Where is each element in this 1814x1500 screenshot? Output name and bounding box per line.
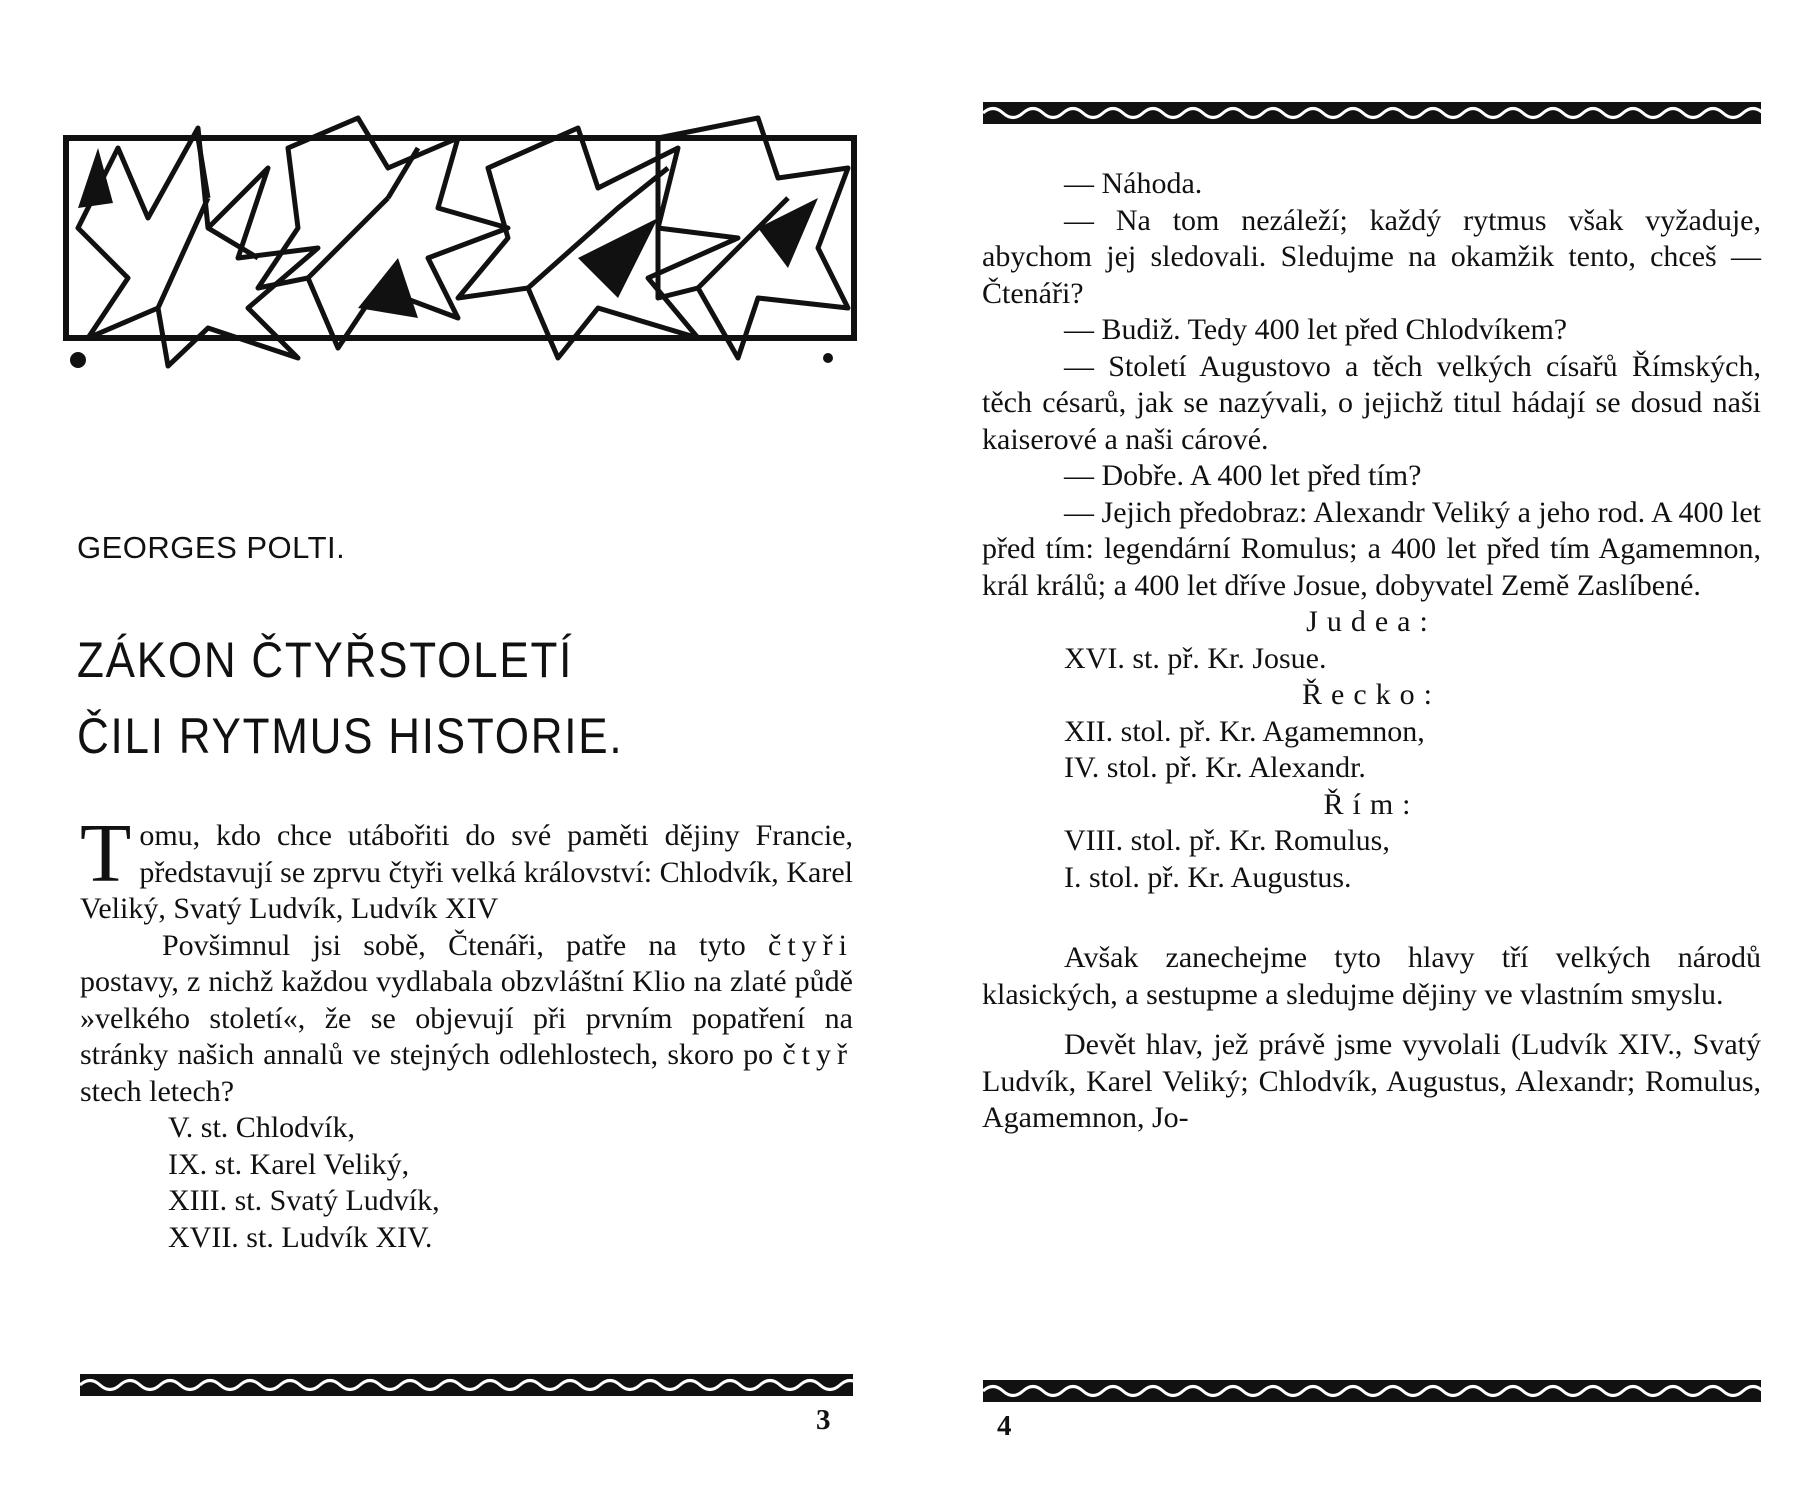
france-kings-list bbox=[80, 1110, 853, 1256]
chapter-title bbox=[77, 622, 623, 774]
chronology-item: VIII. stol. př. Kr. Romulus, bbox=[1064, 824, 1390, 857]
paragraph-question: Povšimnul jsi sobě, Čtenáři, patře na tyto čtyři postavy, z nichž každou vydlabala obzvláštní Klio na zlaté půdě »velkého století«, že se objevují při prvním popatření na stránky našich annalů ve stejných odlehlostech, skoro po čtyř stech letech? bbox=[80, 928, 853, 1108]
leaf-vignette-illustration bbox=[58, 108, 860, 370]
title-line-1: ZÁKON ČTYŘSTOLETÍ bbox=[77, 632, 574, 688]
author-name: GEORGES POLTI. bbox=[77, 530, 346, 565]
paragraph-avsak: Avšak zanechejme tyto hlavy tří velkých národů klasických, a sestupme a sledujme dějiny ve vlastním smyslu. bbox=[982, 941, 1761, 1011]
ornamental-border-bottom bbox=[80, 1374, 853, 1396]
section-heading-recko: Řecko: bbox=[1302, 678, 1441, 711]
dialogue-line: — Budiž. Tedy 400 let před Chlodvíkem? bbox=[1064, 313, 1568, 346]
list-item: XIII. st. Svatý Ludvík, bbox=[168, 1184, 440, 1217]
chronology-item: XVI. st. př. Kr. Josue. bbox=[1064, 641, 1327, 675]
dialogue-line: — Na tom nezáleží; každý rytmus však vyžaduje, abychom jej sledovali. Sledujme na okamžik tento, chceš — Čtenáři? bbox=[982, 203, 1761, 310]
paragraph-devet: Devět hlav, jež právě jsme vyvolali (Ludvík XIV., Svatý Ludvík, Karel Veliký; Chlodvík, Augustus, Alexandr; Romulus, Agamemnon, Jo- bbox=[982, 1028, 1761, 1134]
paragraph-intro: Tomu, kdo chce utábořiti do své paměti dějiny Francie, představují se zprvu čtyři velká království: Chlodvík, Karel Veliký, Svatý Ludvík, Ludvík XIV bbox=[80, 807, 853, 925]
left-body-text bbox=[80, 807, 853, 1256]
page-number: 4 bbox=[997, 1410, 1012, 1442]
right-page bbox=[907, 0, 1814, 1500]
chronology-item: XII. stol. př. Kr. Agamemnon, bbox=[1064, 714, 1425, 748]
list-item: V. st. Chlodvík, bbox=[168, 1111, 355, 1144]
dialogue-line: — Století Augustovo a těch velkých císařů Římských, těch césarů, jak se nazývali, o jejichž titul hádají se dosud naši kaiserové a naši cárové. bbox=[982, 349, 1761, 456]
chronology-item: I. stol. př. Kr. Augustus. bbox=[1064, 860, 1352, 894]
section-heading-rim: Řím: bbox=[1323, 787, 1420, 821]
list-item: XVII. st. Ludvík XIV. bbox=[168, 1220, 433, 1254]
spaced-word: čtyři bbox=[768, 928, 853, 962]
dialogue-line: — Jejich předobraz: Alexandr Veliký a jeho rod. A 400 let před tím: legendární Romulus; a 400 let před tím Agamemnon, král králů; a 400 let dříve Josue, dobyvatel Země Zaslíbené. bbox=[982, 495, 1761, 602]
title-line-2: ČILI RYTMUS HISTORIE. bbox=[77, 708, 624, 764]
ornamental-border-top bbox=[983, 102, 1761, 124]
list-item: IX. st. Karel Veliký, bbox=[168, 1147, 410, 1181]
page-number: 3 bbox=[816, 1404, 831, 1436]
spaced-word: čtyř bbox=[782, 1038, 853, 1071]
right-body-text bbox=[982, 166, 1761, 1137]
ornamental-border-bottom bbox=[983, 1380, 1761, 1402]
dialogue-line: — Dobře. A 400 let před tím? bbox=[1064, 459, 1422, 492]
dialogue-line: — Náhoda. bbox=[1064, 167, 1203, 200]
chronology-item: IV. stol. př. Kr. Alexandr. bbox=[1064, 751, 1366, 784]
drop-cap: T bbox=[80, 807, 132, 900]
section-heading-judea: Judea: bbox=[1306, 605, 1437, 638]
